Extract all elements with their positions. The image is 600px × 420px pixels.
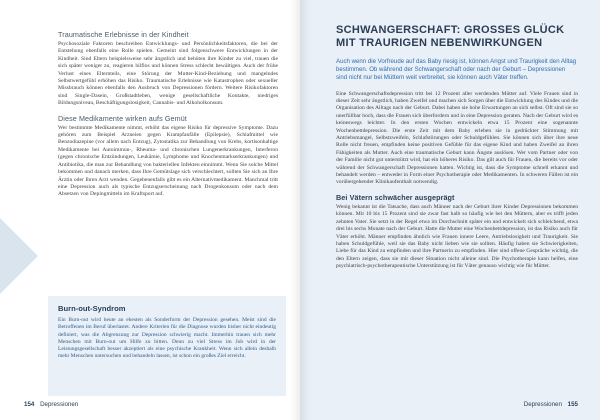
fathers-depression-text: Wenig bekannt ist die Tatsache, dass auch Männer nach der Geburt ihrer Kinder Depressionen bekommen können. Mit 10 bis 15 Prozent sind sie zwar fast halb so häufig wie bei den Müttern, aber es trifft jeden zehnten Vater. Sie setzt in der Regel etwa im Durchschnitt später ein und entwickelt sich schleichend, etwa drei bis sechs Monate nach der Geburt. Hatte die Mutter eine Wochenbettdepression, ist das Risiko auch für Väter erhöht. Männer empfinden ähnlich wie Frauen innere Leere, Antriebslosigkeit und Traurigkeit. Sie haben Schuldgefühle, weil sie das Baby nicht lieben wie sie sollten. Häufig haben sie Schwierigkeiten, Liebe für das Kind zu empfinden und ihre Partnerin zu empfinden. Hier sind offene Gespräche wichtig, die den Eltern zeigen, dass sie mit dieser Situation nicht alleine sind. Die Psychotherapie kann helfen, eine psychiatrisch-psychotherapeutische Unterstützung ist für Väter genauso wichtig wie für Mütter. xyxy=(336,203,578,270)
right-page-number: 155 xyxy=(567,401,578,408)
burnout-info-box xyxy=(48,296,286,396)
left-folio xyxy=(20,401,78,408)
section-heading-medications: Diese Medikamente wirken aufs Gemüt xyxy=(58,113,187,123)
chapter-title-line1: SCHWANGERSCHAFT: GROSSES GLÜCK xyxy=(336,24,565,36)
section-text-trauma: Psychosoziale Faktoren beschreiben Entwicklungs- und Persönlichkeitsfaktoren, die bei der Entstehung ebenfalls eine Rolle spielen. Gemeint sind folgenschwere Entwicklungen in der Kindheit. Sind Eltern beispielsweise sehr ängstlich und behüten ihre Kinder zu viel, trauen die sich später weniger zu, reagieren hilflos und können Stress schlecht bewältigen. Auch der frühe Verlust eines Elternteils, eine Störung der Mutter-Kind-Beziehung und mangelndes Selbstwertgefühl erhöhen das Risiko. Traumatische Erlebnisse wie Katastrophen oder sexueller Missbrauch können ebenfalls den Ausbruch von Depressionen fördern. Weitere Risikofaktoren sind Single-Dasein, Großstadtleben, wenige gesellschaftliche Kontakte, niedriges Bildungsniveau, Beschäftigungslosigkeit, Cannabis- und Alkoholkonsum. xyxy=(58,41,278,107)
left-running-head: Depressionen xyxy=(40,401,79,408)
burnout-box-text: Ein Burn-out wird heute an ehesten als Sonderform der Depression gesehen. Meist sind die Betroffenen im Beruf überlastet. Andere Kriterien für die Diagnose wurden bisher nicht eindeutig definiert, was die Abgrenzung zur Depression schwierig macht. Immerhin trauen sich mehr Menschen mit Burn-out um Hilfe zu bitten. Denn zu viel Stress im Job wird in der Leistungsgesellschaft besser akzeptiert als eine psychische Krankheit. Wenn sich allein deshalb mehr Menschen untersuchen und behandeln lassen, ist schon ein großes Ziel erreicht. xyxy=(58,317,276,360)
section-heading-trauma: Traumatische Erlebnisse in der Kindheit xyxy=(58,30,189,39)
right-folio xyxy=(524,401,582,408)
right-page xyxy=(300,0,600,420)
chapter-title-line2: MIT TRAURIGEN NEBENWIRKUNGEN xyxy=(336,37,543,49)
burnout-box-title: Burn-out-Syndrom xyxy=(58,304,126,313)
fathers-subheading: Bei Vätern schwächer ausgeprägt xyxy=(336,192,455,202)
pregnancy-depression-text: Eine Schwangerschaftsdepression tritt bei 12 Prozent aller werdenden Mütter auf. Viele Frauen sind in dieser Zeit sehr ängstlich, haben Zweifel und machen sich Sorgen über die Entwicklung des Kindes und die Organisation des Alltags nach der Geburt. Dabei haben sie hohe Erwartungen an sich selbst. Oft sind sie so unerfüllbar hoch, dass die Frauen sich überfordern und in eine Depression geraten. Nach der Geburt wird es keineswegs leichter. In den ersten Wochen entwickeln etwa 15 Prozent eine sogenannte Wochenbettdepression. Die erste Zeit mit dem Baby erleben sie in gedrückter Stimmung mit Antriebsmangel, Selbstzweifeln, Schlafstörungen oder Schuldgefühlen. Sie können sich über ihre neue Rolle nicht freuen, empfinden keine positiven Gefühle für das eigene Kind und haben Zweifel an ihren Fähigkeiten als Mutter. Auch eine traumatische Geburt kann Ängste auslösen. Wer vom Partner oder von der Familie nicht gut unterstützt wird, hat ein höheres Risiko. Das gilt auch für Frauen, die bereits vor oder während der Schwangerschaft Depressionen hatten. Wichtig ist, dass die Symptome schnell erkannt und behandelt werden – entweder in Form einer Psychotherapie oder Medikamenten. In schweren Fällen ist ein vorübergehender Klinikaufenthalt notwendig. xyxy=(336,90,578,186)
chapter-title xyxy=(336,24,578,50)
left-page-number: 154 xyxy=(24,401,35,408)
lead-paragraph: Auch wenn die Vorfreude auf das Baby riesig ist, können Angst und Traurigkeit den Alltag bestimmen. Ob während der Schwangerschaft oder nach der Geburt – Depressionen sind nicht nur bei Müttern weit verbreitet, sie können auch Väter treffen. xyxy=(336,58,577,82)
decorative-triangle xyxy=(0,218,38,294)
section-text-medications: Wer bestimmte Medikamente nimmt, erhöht das eigene Risiko für depressive Symptome. Dazu gehören zum Beispiel Arzneien gegen Krampfanfälle (Epilepsie), Schlafmittel wie Benzodiazepine (vor allem nach Entzug), Zytostatika zur Behandlung von Krebs, kortisonhaltige Medikamente bei Autoimmun-, Rheuma- und chronischen Lungenerkrankungen, Interferon (gegen chronische Entzündungen, Leukämie, Lymphome und Knochenmarkserkrankungen) und Antibiotika, die man zur Behandlung von bakteriellen Infekten einnimmt. Wenn Sie solche Mittel bekommen und danach merken, dass Ihre Gemütslage sich verschlechtert, sollten Sie sich an Ihre Ärztin oder Ihren Arzt wenden. Gegebenenfalls gibt es ein Alternativmedikament. Manchmal tritt eine Depression auch als typische Entzugserscheinung nach Drogenkonsum oder nach dem Absetzen von Depingmitteln im Kraftsport auf. xyxy=(58,124,278,198)
right-running-head: Depressionen xyxy=(523,401,562,408)
